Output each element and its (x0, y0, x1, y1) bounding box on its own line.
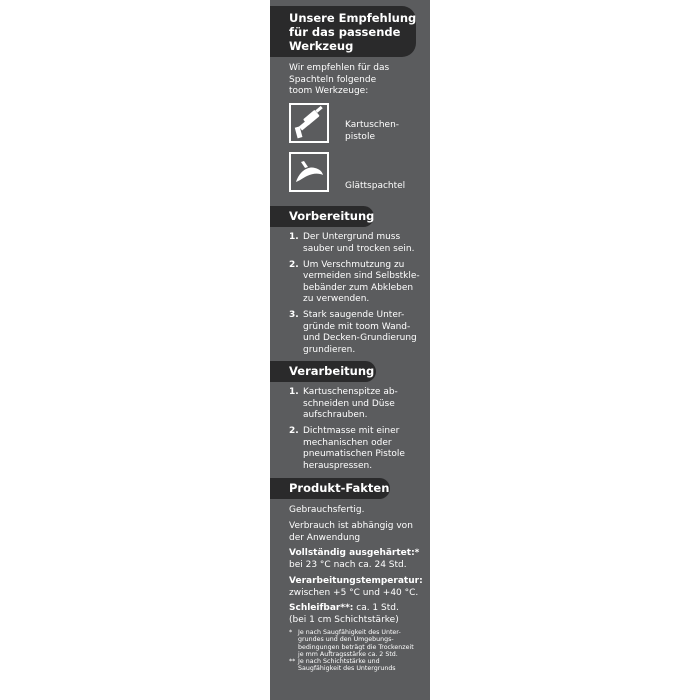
footnotes (289, 629, 427, 673)
facts-ready: Gebrauchsfertig. (289, 505, 365, 515)
recommendation-heading: Unsere Empfehlung für das passende Werkzeug (270, 6, 416, 57)
list-item: 1. Der Untergrund muss sauber und trocken sein. (289, 232, 415, 254)
list-item: 2. Um Verschmutzung zu vermeiden sind Selbstkle- bebänder zum Abkleben zu verwenden. (289, 259, 420, 304)
tool-label-caulking-gun: Kartuschen- pistole (345, 120, 400, 142)
smoothing-spatula-icon (289, 152, 329, 192)
list-item: 1. Kartuschenspitze ab- schneiden und Düse aufschrauben. (289, 387, 398, 420)
footnote: * Je nach Saugfähigkeit des Unter- grundes und den Umgebungs- bedingungen beträgt die Trockenzeit je mm Auftragsstärke ca. 2 Std. (289, 629, 414, 658)
caulking-gun-icon (289, 103, 329, 143)
footnote: ** Je nach Schichtstärke und Saugfähigkeit des Untergrunds (289, 658, 396, 673)
instruction-panel (270, 0, 430, 700)
list-item: 3. Stark saugende Unter- gründe mit toom Wand- und Decken-Grundierung grundieren. (289, 310, 417, 355)
tool-label-smoothing-spatula: Glättspachtel (345, 181, 406, 191)
processing-steps (289, 387, 425, 477)
recommendation-intro: Wir empfehlen für das Spachteln folgende toom Werkzeuge: (289, 63, 390, 96)
facts-cure: Vollständig ausgehärtet:* bei 23 °C nach ca. 24 Std. (289, 548, 420, 570)
preparation-heading: Vorbereitung (270, 206, 374, 227)
facts-heading: Produkt-Fakten (270, 478, 390, 499)
preparation-steps (289, 232, 425, 361)
facts-sandable: Schleifbar**: ca. 1 Std. (bei 1 cm Schichtstärke) (289, 603, 399, 625)
processing-heading: Verarbeitung (270, 361, 376, 382)
facts-consumption: Verbrauch ist abhängig von der Anwendung (289, 521, 413, 543)
list-item: 2. Dichtmasse mit einer mechanischen oder pneumatischen Pistole herauspressen. (289, 426, 405, 471)
facts-temperature: Verarbeitungstemperatur: zwischen +5 °C und +40 °C. (289, 576, 423, 598)
